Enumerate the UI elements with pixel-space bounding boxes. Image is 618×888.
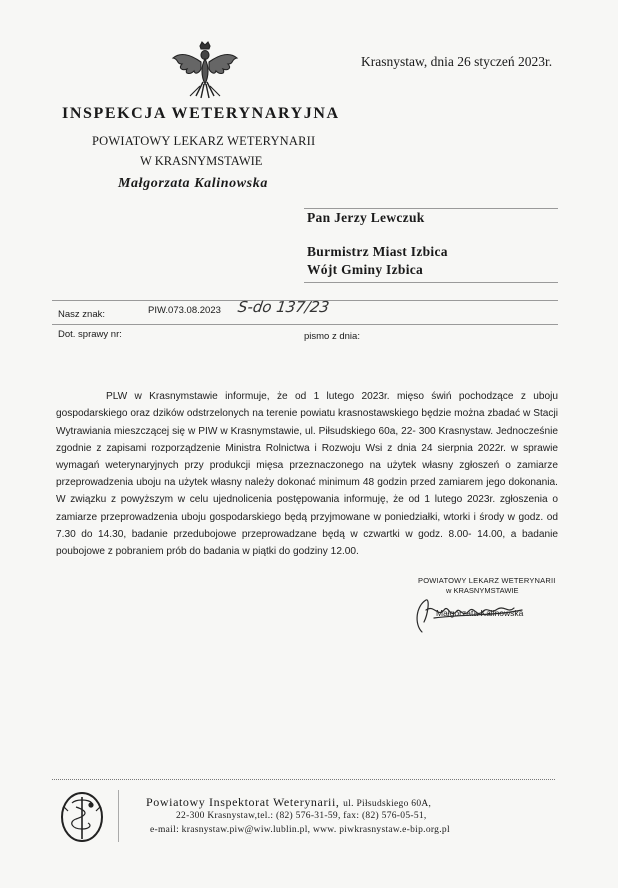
office-city: W KRASNYMSTAWIE — [140, 154, 263, 168]
recipient-name: Pan Jerzy Lewczuk — [307, 210, 425, 225]
handwritten-signature — [404, 584, 534, 636]
recipient-bottom-rule — [304, 282, 558, 283]
place-date: Krasnystaw, dnia 26 styczeń 2023r. — [361, 54, 553, 69]
case-number-label: Dot. sprawy nr: — [58, 329, 122, 340]
footer-office-name: Powiatowy Inspektorat Weterynarii, — [146, 795, 340, 809]
stamp-line-office: POWIATOWY LEKARZ WETERYNARII — [418, 576, 556, 585]
institution-title: INSPEKCJA WETERYNARYJNA — [62, 105, 340, 122]
letter-date-label: pismo z dnia: — [304, 331, 360, 342]
footer-rule — [52, 779, 555, 780]
handwritten-ref: S-do 137/23 — [236, 298, 331, 316]
footer-office-line — [146, 795, 431, 810]
recipient-title-2: Wójt Gminy Izbica — [307, 262, 424, 277]
stamp-line-name: Małgorzata Kalinowska — [436, 608, 524, 618]
recipient-title-1: Burmistrz Miast Izbica — [307, 244, 448, 259]
footer-phone-line: 22-300 Krasnystaw,tel.: (82) 576-31-59, fax: (82) 576-05-51, — [176, 811, 427, 821]
footer-contact-line: e-mail: krasnystaw.piw@wiw.lublin.pl, www. piwkrasnystaw.e-bip.org.pl — [150, 825, 450, 835]
veterinary-caduceus-logo-icon — [58, 789, 106, 843]
letter-body: PLW w Krasnymstawie informuje, że od 1 lutego 2023r. mięso świń pochodzące z uboju gospodarskiego oraz dzików odstrzelonych na terenie powiatu krasnostawskiego będzie można zbadać w Stacji Wytrawiania mieszczącej się w PIW w Krasnymstawie, ul. Piłsudskiego 60a, 22- 300 Krasnystaw. Jednocześnie zgodnie z zapisami rozporządzenie Ministra Rolnictwa i Rozwoju Wsi z dnia 24 sierpnia 2022r. w sprawie wymagań weterynaryjnych przy produkcji mięsa przeznaczonego na użytek własny zgłoszeń o zamiarze przeprowadzenia uboju na użytek własny należy dokonać minimum 48 godzin przed zamiarem jego dokonania. W związku z powyższym w celu ujednolicenia postępowania informuję, że od 1 lutego 2023r. zgłoszenia o zamiarze przeprowadzenia uboju gospodarskiego będą przyjmowane w poniedziałki, wtorki i środy w godz. od 7.30 do 14.30, badanie przedubojowe przeprowadzane będą w czwartki w godz. 8.00- 14.00, a badanie poubojowe z pobraniem prób do badania w piątki do godziny 12.00. — [56, 391, 558, 557]
office-head-name: Małgorzata Kalinowska — [118, 176, 268, 191]
office-title: POWIATOWY LEKARZ WETERYNARII — [92, 134, 316, 148]
recipient-top-rule — [304, 208, 558, 209]
our-ref-value: PIW.073.08.2023 — [148, 305, 221, 316]
footer-street: ul. Piłsudskiego 60A, — [343, 799, 432, 809]
footer-separator — [118, 790, 119, 842]
reference-mid-rule — [52, 324, 558, 325]
polish-eagle-emblem-icon — [170, 40, 240, 102]
our-ref-label: Nasz znak: — [58, 309, 105, 320]
stamp-line-city: w KRASNYMSTAWIE — [446, 586, 519, 595]
